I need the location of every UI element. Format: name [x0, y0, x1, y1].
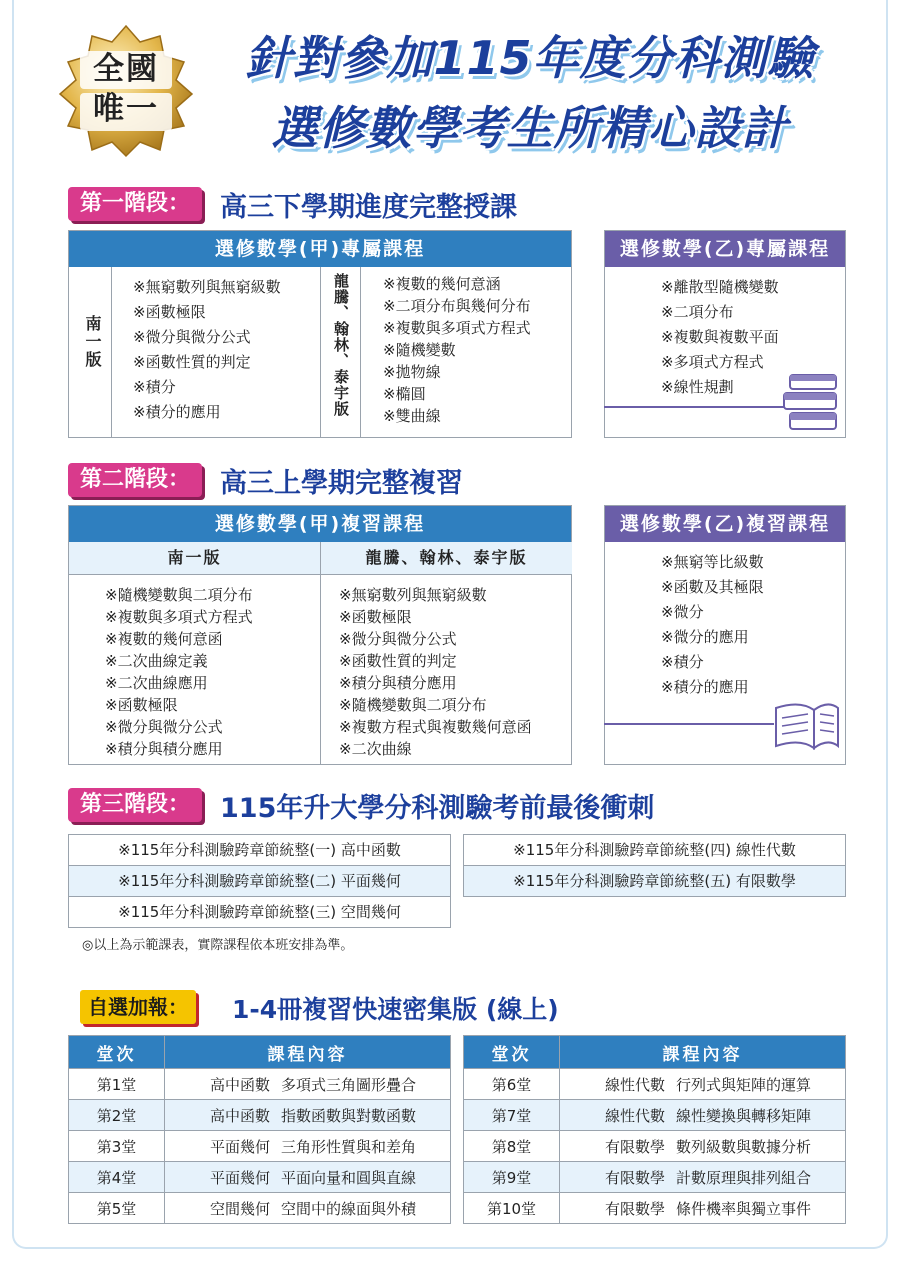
list-item: ※離散型隨機變數 [661, 278, 779, 296]
stage1-course-a-box [68, 230, 572, 438]
list-item: ※函數極限 [105, 696, 178, 714]
list-item: ※函數極限 [339, 608, 412, 626]
stage2-a-header: 選修數學(甲)複習課程 [69, 506, 571, 542]
content-cell [165, 1069, 451, 1100]
list-item: ※積分 [661, 653, 704, 671]
list-item: ※複數的幾何意函 [105, 630, 223, 648]
list-item: ※二次曲線應用 [105, 674, 208, 692]
list-item: ※二項分布與幾何分布 [383, 297, 531, 315]
stage1-tag: 第一階段： [68, 187, 202, 221]
stage3-heading [68, 788, 654, 822]
stage3-tag: 第三階段： [68, 788, 202, 822]
content-cell [560, 1193, 846, 1224]
list-item: ※二項分布 [661, 303, 734, 321]
list-item: ※隨機變數 [383, 341, 456, 359]
stage1-a-right-list [383, 273, 531, 427]
subject: 有限數學 [604, 1199, 665, 1218]
table-row [69, 1131, 451, 1162]
list-item: ※微分的應用 [661, 628, 749, 646]
list-item: ※拋物線 [383, 363, 441, 381]
list-item: ※微分 [661, 603, 704, 621]
stage1-a-left-publisher: 南一版 [83, 315, 102, 369]
list-item: ※橢圓 [383, 385, 426, 403]
topic: 指數函數與對數函數 [280, 1106, 416, 1125]
list-item: ※積分的應用 [661, 678, 749, 696]
content-cell [560, 1069, 846, 1100]
stage3-item: ※115年分科測驗跨章節統整(四) 線性代數 [463, 834, 846, 866]
list-item: ※無窮等比級數 [661, 553, 764, 571]
list-item: ※複數與多項式方程式 [105, 608, 253, 626]
subject: 平面幾何 [209, 1168, 270, 1187]
content-cell [165, 1193, 451, 1224]
topic: 條件機率與獨立事件 [675, 1199, 811, 1218]
topic: 數列級數與數據分析 [675, 1137, 811, 1156]
stacked-books-icon [604, 371, 846, 439]
topic: 多項式三角圖形疊合 [280, 1075, 416, 1094]
stage2-a-right-publisher: 龍騰、翰林、泰宇版 [321, 542, 572, 574]
stage2-course-b-box [604, 505, 846, 765]
stage2-a-right-list [339, 584, 532, 760]
table-row [69, 1069, 451, 1100]
column-header-content: 課程內容 [165, 1036, 451, 1069]
content-cell [165, 1131, 451, 1162]
list-item: ※複數方程式與複數幾何意函 [339, 718, 532, 736]
list-item: ※複數與多項式方程式 [383, 319, 531, 337]
list-item: ※微分與微分公式 [105, 718, 223, 736]
stage1-course-b-box [604, 230, 846, 438]
column-header-session: 堂次 [464, 1036, 560, 1069]
badge-line-2: 唯一 [93, 91, 159, 127]
list-item: ※函數性質的判定 [339, 652, 457, 670]
topic: 三角形性質與和差角 [280, 1137, 416, 1156]
subject: 有限數學 [604, 1168, 665, 1187]
content-cell [560, 1100, 846, 1131]
gold-badge-icon [56, 24, 196, 158]
badge-line-1: 全國 [93, 51, 159, 87]
session-cell: 第9堂 [464, 1162, 560, 1193]
stage1-title: 高三下學期進度完整授課 [220, 191, 518, 223]
list-item: ※二次曲線定義 [105, 652, 208, 670]
session-cell: 第4堂 [69, 1162, 165, 1193]
topic: 行列式與矩陣的運算 [675, 1075, 811, 1094]
list-item: ※函數性質的判定 [133, 353, 251, 371]
session-cell: 第6堂 [464, 1069, 560, 1100]
session-cell: 第10堂 [464, 1193, 560, 1224]
list-item: ※隨機變數與二項分布 [105, 586, 253, 604]
stage2-course-a-box [68, 505, 572, 765]
list-item: ※複數與複數平面 [661, 328, 779, 346]
table-row [464, 1131, 846, 1162]
stage3-title: 115年升大學分科測驗考前最後衝刺 [220, 792, 655, 824]
list-item: ※隨機變數與二項分布 [339, 696, 487, 714]
topic: 空間中的線面與外積 [280, 1199, 416, 1218]
table-row [69, 1162, 451, 1193]
subject: 空間幾何 [209, 1199, 270, 1218]
stage3-item: ※115年分科測驗跨章節統整(三) 空間幾何 [68, 896, 451, 928]
stage1-heading [68, 187, 517, 221]
bonus-table-left [68, 1035, 451, 1224]
stage2-title: 高三上學期完整複習 [220, 467, 464, 499]
session-cell: 第7堂 [464, 1100, 560, 1131]
headline-line-2: 選修數學考生所精心設計 [271, 101, 789, 155]
content-cell [560, 1131, 846, 1162]
stage3-item: ※115年分科測驗跨章節統整(二) 平面幾何 [68, 865, 451, 897]
session-cell: 第2堂 [69, 1100, 165, 1131]
session-cell: 第8堂 [464, 1131, 560, 1162]
column-header-session: 堂次 [69, 1036, 165, 1069]
headline-line-1: 針對參加115年度分科測驗 [245, 31, 815, 85]
list-item: ※函數及其極限 [661, 578, 764, 596]
stage2-b-header: 選修數學(乙)複習課程 [605, 506, 845, 542]
subject: 平面幾何 [209, 1137, 270, 1156]
header [0, 0, 900, 170]
subject: 高中函數 [209, 1075, 270, 1094]
stage3-item: ※115年分科測驗跨章節統整(一) 高中函數 [68, 834, 451, 866]
bonus-tag: 自選加報： [80, 990, 196, 1024]
schedule-note: ◎以上為示範課表，實際課程依本班安排為準。 [82, 938, 354, 953]
list-item: ※無窮數列與無窮級數 [339, 586, 487, 604]
bonus-title: 1-4冊複習快速密集版 (線上) [232, 995, 559, 1024]
list-item: ※微分與微分公式 [133, 328, 251, 346]
list-item: ※無窮數列與無窮級數 [133, 278, 281, 296]
table-row [464, 1100, 846, 1131]
list-item: ※積分與積分應用 [339, 674, 457, 692]
list-item: ※積分 [133, 378, 176, 396]
list-item: ※複數的幾何意涵 [383, 275, 501, 293]
list-item: ※線性規劃 [661, 378, 734, 396]
table-row [69, 1193, 451, 1224]
list-item: ※多項式方程式 [661, 353, 764, 371]
subject: 高中函數 [209, 1106, 270, 1125]
topic: 計數原理與排列組合 [675, 1168, 811, 1187]
session-cell: 第1堂 [69, 1069, 165, 1100]
subject: 有限數學 [604, 1137, 665, 1156]
list-item: ※雙曲線 [383, 407, 441, 425]
list-item: ※積分的應用 [133, 403, 221, 421]
list-item: ※函數極限 [133, 303, 206, 321]
session-cell: 第5堂 [69, 1193, 165, 1224]
subject: 線性代數 [604, 1075, 665, 1094]
list-item: ※積分與積分應用 [105, 740, 223, 758]
stage3-item: ※115年分科測驗跨章節統整(五) 有限數學 [463, 865, 846, 897]
topic: 平面向量和圓與直線 [280, 1168, 416, 1187]
table-row [464, 1162, 846, 1193]
list-item: ※微分與微分公式 [339, 630, 457, 648]
content-cell [165, 1100, 451, 1131]
table-row [464, 1193, 846, 1224]
stage2-a-left-publisher: 南一版 [69, 542, 320, 574]
stage1-a-left-list [133, 275, 281, 425]
table-row [464, 1069, 846, 1100]
stage2-b-list [661, 550, 764, 700]
stage2-tag: 第二階段： [68, 463, 202, 497]
bonus-table-right [463, 1035, 846, 1224]
topic: 線性變換與轉移矩陣 [675, 1106, 811, 1125]
content-cell [560, 1162, 846, 1193]
stage1-a-right-publisher: 龍騰、翰林、泰宇版 [332, 273, 350, 417]
stage2-heading [68, 463, 463, 497]
subject: 線性代數 [604, 1106, 665, 1125]
session-cell: 第3堂 [69, 1131, 165, 1162]
list-item: ※二次曲線 [339, 740, 412, 758]
stage1-a-header: 選修數學(甲)專屬課程 [69, 231, 571, 267]
stage1-b-header: 選修數學(乙)專屬課程 [605, 231, 845, 267]
content-cell [165, 1162, 451, 1193]
open-book-icon [604, 696, 846, 756]
column-header-content: 課程內容 [560, 1036, 846, 1069]
table-row [69, 1100, 451, 1131]
stage2-a-left-list [105, 584, 253, 760]
